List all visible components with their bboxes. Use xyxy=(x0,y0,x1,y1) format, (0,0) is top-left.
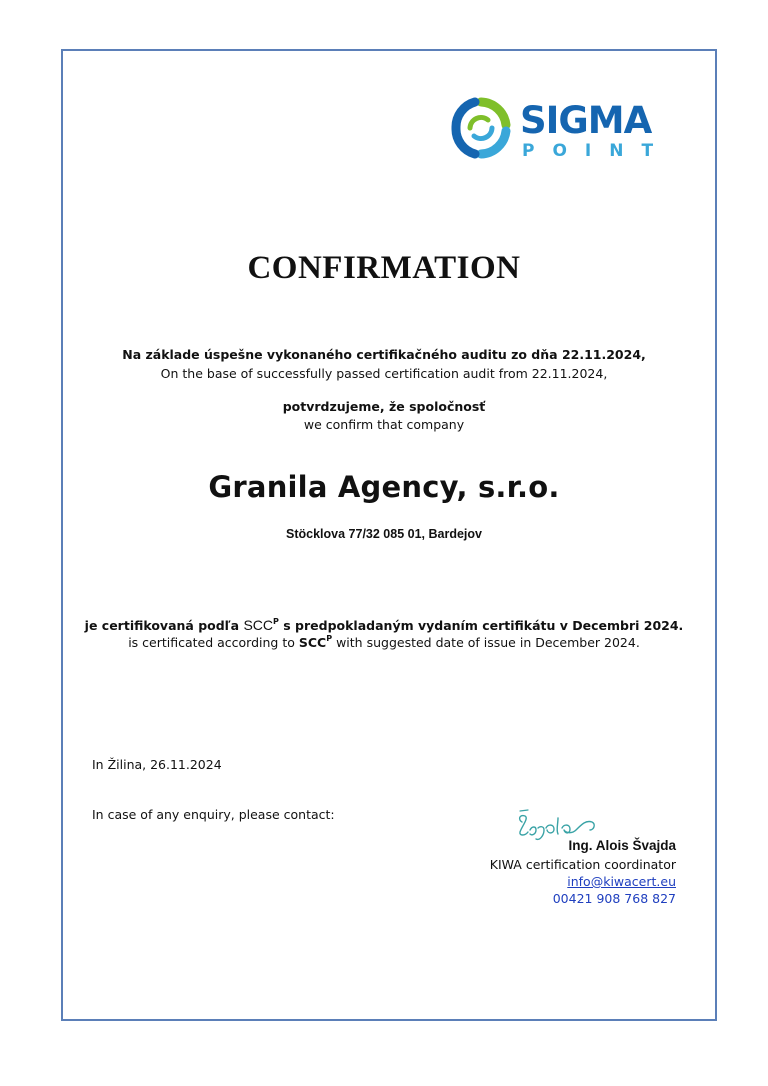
enquiry-text: In case of any enquiry, please contact: xyxy=(92,807,335,822)
contact-role: KIWA certification coordinator xyxy=(489,857,676,872)
confirm-statement-sk: potvrdzujeme, že spoločnosť xyxy=(282,399,486,414)
cert-en-after: with suggested date of issue in December 2024. xyxy=(332,635,640,650)
company-name: Granila Agency, s.r.o. xyxy=(208,470,560,504)
contact-email-link[interactable]: info@kiwacert.eu xyxy=(567,874,676,889)
cert-en-sup: P xyxy=(326,634,333,643)
confirm-statement-en: we confirm that company xyxy=(303,417,465,432)
place-and-date: In Žilina, 26.11.2024 xyxy=(92,757,222,772)
cert-en-scc: SCC xyxy=(298,635,327,650)
cert-sk-scc: SCC xyxy=(243,617,274,633)
certification-statement-en xyxy=(0,635,768,651)
logo-text-point: POINT xyxy=(522,141,672,161)
contact-email-line xyxy=(567,874,676,889)
logo-text-sigma: SIGMA xyxy=(520,99,652,142)
contact-name: Ing. Alois Švajda xyxy=(568,838,676,853)
sigma-point-logo xyxy=(448,95,678,161)
cert-sk-sup: P xyxy=(273,617,279,626)
audit-statement-sk: Na základe úspešne vykonaného certifikačného auditu zo dňa 22.11.2024, xyxy=(122,347,646,362)
cert-sk-after: s predpokladaným vydaním certifikátu v Decembri 2024. xyxy=(278,618,684,633)
audit-statement-en: On the base of successfully passed certification audit from 22.11.2024, xyxy=(160,366,608,381)
cert-sk-before: je certifikovaná podľa xyxy=(84,618,244,633)
certification-statement-sk xyxy=(0,617,768,634)
page-title: CONFIRMATION xyxy=(247,250,521,286)
company-address: Stöcklova 77/32 085 01, Bardejov xyxy=(286,527,482,541)
contact-phone: 00421 908 768 827 xyxy=(552,891,676,906)
cert-en-before: is certificated according to xyxy=(128,635,299,650)
logo-ring-icon xyxy=(456,102,506,154)
